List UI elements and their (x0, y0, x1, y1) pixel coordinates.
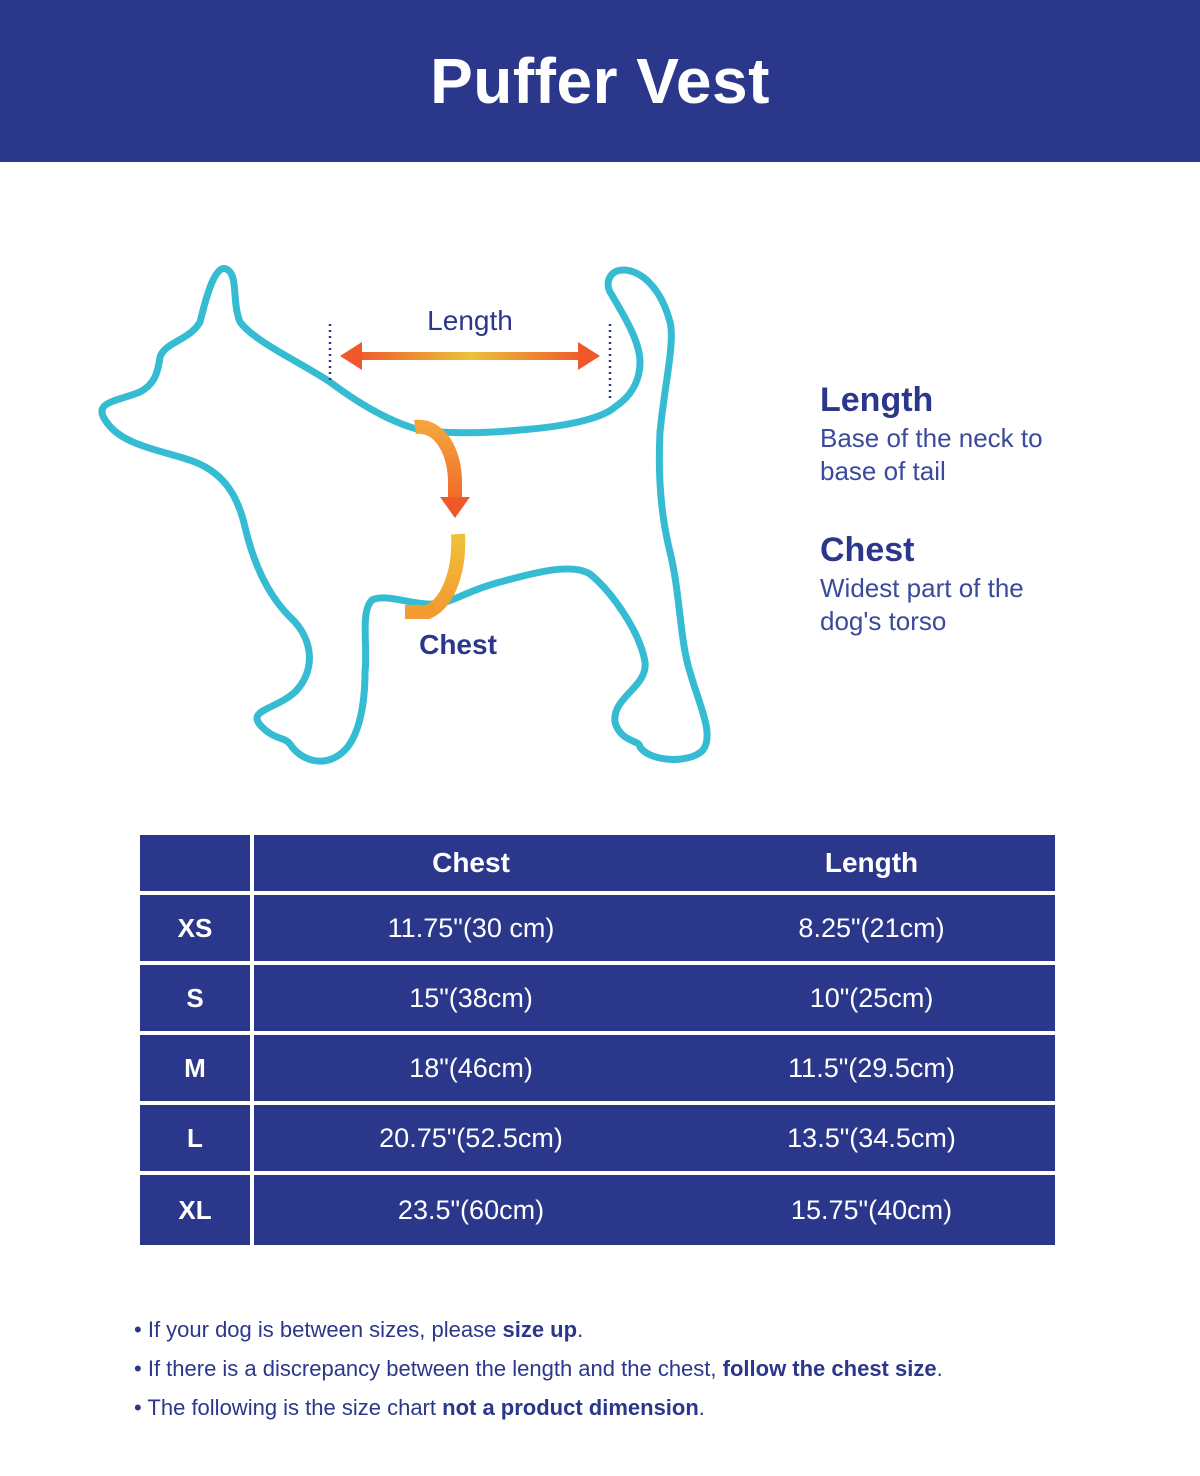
chest-cell: 20.75"(52.5cm) (254, 1105, 688, 1175)
table-row (140, 1175, 1055, 1245)
legend-chest (820, 530, 1120, 638)
legend-chest-desc-line2: dog's torso (820, 606, 947, 636)
table-header-chest: Chest (254, 835, 688, 895)
table-header-length: Length (688, 835, 1055, 895)
table-header-row (140, 835, 1055, 895)
chest-cell: 18"(46cm) (254, 1035, 688, 1105)
size-cell: S (140, 965, 254, 1035)
table-row (140, 895, 1055, 965)
length-cell: 8.25"(21cm) (688, 895, 1055, 965)
note-emphasis: follow the chest size (722, 1356, 937, 1381)
length-arrow (340, 342, 600, 370)
chest-cell: 23.5"(60cm) (254, 1175, 688, 1245)
bullet: • (134, 1356, 142, 1381)
note-text: The following is the size chart (147, 1395, 443, 1420)
dog-outline (102, 268, 707, 761)
note-item (134, 1310, 1134, 1349)
legend-chest-desc-line1: Widest part of the (820, 573, 1024, 603)
chest-cell: 11.75"(30 cm) (254, 895, 688, 965)
header-banner (0, 0, 1200, 162)
size-cell: L (140, 1105, 254, 1175)
legend-length-desc (820, 422, 1120, 488)
note-end: . (577, 1317, 584, 1342)
note-end: . (936, 1356, 943, 1381)
size-chart-table (140, 835, 1055, 1245)
length-cell: 11.5"(29.5cm) (688, 1035, 1055, 1105)
legend-length-desc-line1: Base of the neck to (820, 423, 1043, 453)
measurement-legend (820, 380, 1120, 638)
diagram-chest-label: Chest (419, 629, 497, 660)
length-cell: 13.5"(34.5cm) (688, 1105, 1055, 1175)
legend-chest-term: Chest (820, 531, 915, 569)
sizing-notes (134, 1310, 1134, 1427)
table-row (140, 1035, 1055, 1105)
table-header-size (140, 835, 254, 895)
bullet: • (134, 1395, 142, 1420)
legend-length (820, 380, 1120, 488)
bullet: • (134, 1317, 142, 1342)
note-end: . (698, 1395, 705, 1420)
table-row (140, 1105, 1055, 1175)
note-emphasis: size up (502, 1317, 578, 1342)
note-text: If your dog is between sizes, please (147, 1317, 503, 1342)
chest-arrow (405, 427, 470, 612)
legend-chest-desc (820, 572, 1120, 638)
size-cell: XS (140, 895, 254, 965)
table-row (140, 965, 1055, 1035)
diagram-length-label: Length (427, 305, 513, 336)
size-cell: XL (140, 1175, 254, 1245)
note-text: If there is a discrepancy between the length and the chest, (147, 1356, 723, 1381)
chest-cell: 15"(38cm) (254, 965, 688, 1035)
note-emphasis: not a product dimension (442, 1395, 699, 1420)
length-cell: 15.75"(40cm) (688, 1175, 1055, 1245)
legend-length-desc-line2: base of tail (820, 456, 946, 486)
size-cell: M (140, 1035, 254, 1105)
page-title: Puffer Vest (430, 45, 770, 117)
note-item (134, 1349, 1134, 1388)
legend-length-term: Length (820, 381, 934, 419)
length-cell: 10"(25cm) (688, 965, 1055, 1035)
note-item (134, 1388, 1134, 1427)
